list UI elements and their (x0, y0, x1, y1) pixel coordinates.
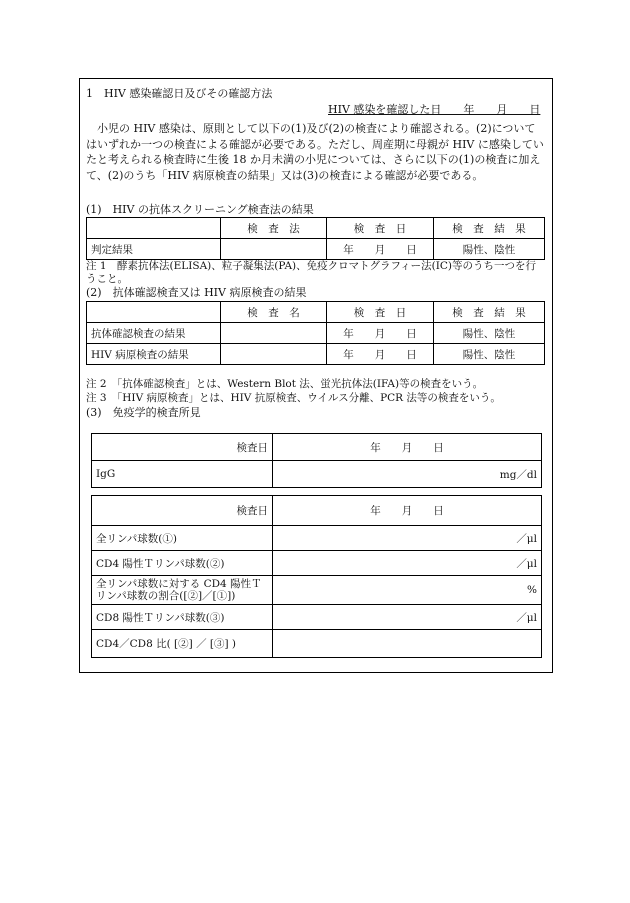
header-cell: 検 査 名 (221, 302, 327, 323)
value-field[interactable]: ／μl (273, 526, 542, 551)
table-header-row (87, 218, 545, 239)
table-header-row (87, 302, 545, 323)
header-cell: 検 査 結 果 (434, 302, 545, 323)
screening-heading: (1) HIV の抗体スクリーニング検査法の結果 (86, 203, 314, 216)
table-row (92, 526, 542, 551)
note-1: 注 1 酵素抗体法(ELISA)、粒子凝集法(PA)、免疫クロマトグラフィー法(IC)等のうち一つを行うこと。 (86, 260, 536, 285)
table-row (92, 630, 542, 658)
date-field[interactable]: 年 月 日 (327, 239, 434, 260)
test-name-field[interactable] (221, 344, 327, 365)
screening-table (86, 217, 545, 260)
header-cell: 検 査 日 (327, 302, 434, 323)
date-field[interactable]: 年 月 日 (273, 434, 542, 461)
result-field[interactable]: 陽性、陰性 (434, 344, 545, 365)
value-field[interactable]: ／μl (273, 605, 542, 630)
lymphocyte-table (91, 495, 542, 658)
header-cell: 検 査 法 (221, 218, 327, 239)
intro-paragraph: 小児の HIV 感染は、原則として以下の(1)及び(2)の検査により確認される。(2)についてはいずれか一つの検査による確認が必要である。ただし、周産期に母親が HIV に感染していたと考えられる検査時に生後 18 か月未満の小児については、さらに以下の(1)の検査に加えて、(2)のうち「HIV 病原検査の結果」又は(3)の検査による確認が必要である。 (86, 122, 544, 182)
row-label: 抗体確認検査の結果 (87, 323, 221, 344)
table-row (92, 576, 542, 605)
row-label: CD4 陽性Ｔリンパ球数(②) (92, 551, 273, 576)
header-cell (87, 218, 221, 239)
row-label: CD8 陽性Ｔリンパ球数(③) (92, 605, 273, 630)
date-field[interactable]: 年 月 日 (273, 496, 542, 526)
date-label: 検査日 (92, 496, 273, 526)
row-label: CD4／CD8 比( [②] ／ [③] ) (92, 630, 273, 658)
test-name-field[interactable] (221, 323, 327, 344)
row-label: HIV 病原検査の結果 (87, 344, 221, 365)
form-frame (79, 78, 553, 673)
header-cell (87, 302, 221, 323)
date-field[interactable]: 年 月 日 (327, 344, 434, 365)
table-row (92, 605, 542, 630)
date-field[interactable]: 年 月 日 (327, 323, 434, 344)
confirm-date-line[interactable]: HIV 感染を確認した日 年 月 日 (328, 103, 541, 116)
row-label: 全リンパ球数に対する CD4 陽性Ｔリンパ球数の割合([②]／[①]) (92, 576, 273, 605)
confirm-table (86, 301, 545, 365)
header-cell: 検 査 日 (327, 218, 434, 239)
table-row (92, 434, 542, 461)
method-field[interactable] (221, 239, 327, 260)
result-field[interactable]: 陽性、陰性 (434, 323, 545, 344)
section-title: 1 HIV 感染確認日及びその確認方法 (86, 87, 273, 100)
igg-table (91, 433, 542, 488)
igg-value-field[interactable]: mg／dl (273, 461, 542, 488)
table-row (92, 461, 542, 488)
row-label: IgG (92, 461, 273, 488)
value-field[interactable]: % (273, 576, 542, 605)
confirm-heading: (2) 抗体確認検査又は HIV 病原検査の結果 (86, 286, 307, 299)
value-field[interactable]: ／μl (273, 551, 542, 576)
table-row (92, 551, 542, 576)
table-row (87, 323, 545, 344)
date-label: 検査日 (92, 434, 273, 461)
note-3: 注 3 「HIV 病原検査」とは、HIV 抗原検査、ウイルス分離、PCR 法等の検査をいう。 (86, 392, 501, 404)
row-label: 全リンパ球数(①) (92, 526, 273, 551)
result-field[interactable]: 陽性、陰性 (434, 239, 545, 260)
table-row (87, 239, 545, 260)
value-field[interactable] (273, 630, 542, 658)
note-2: 注 2 「抗体確認検査」とは、Western Blot 法、蛍光抗体法(IFA)等の検査をいう。 (86, 378, 484, 390)
row-label: 判定結果 (87, 239, 221, 260)
table-row (87, 344, 545, 365)
immune-heading: (3) 免疫学的検査所見 (86, 406, 201, 419)
table-row (92, 496, 542, 526)
header-cell: 検 査 結 果 (434, 218, 545, 239)
